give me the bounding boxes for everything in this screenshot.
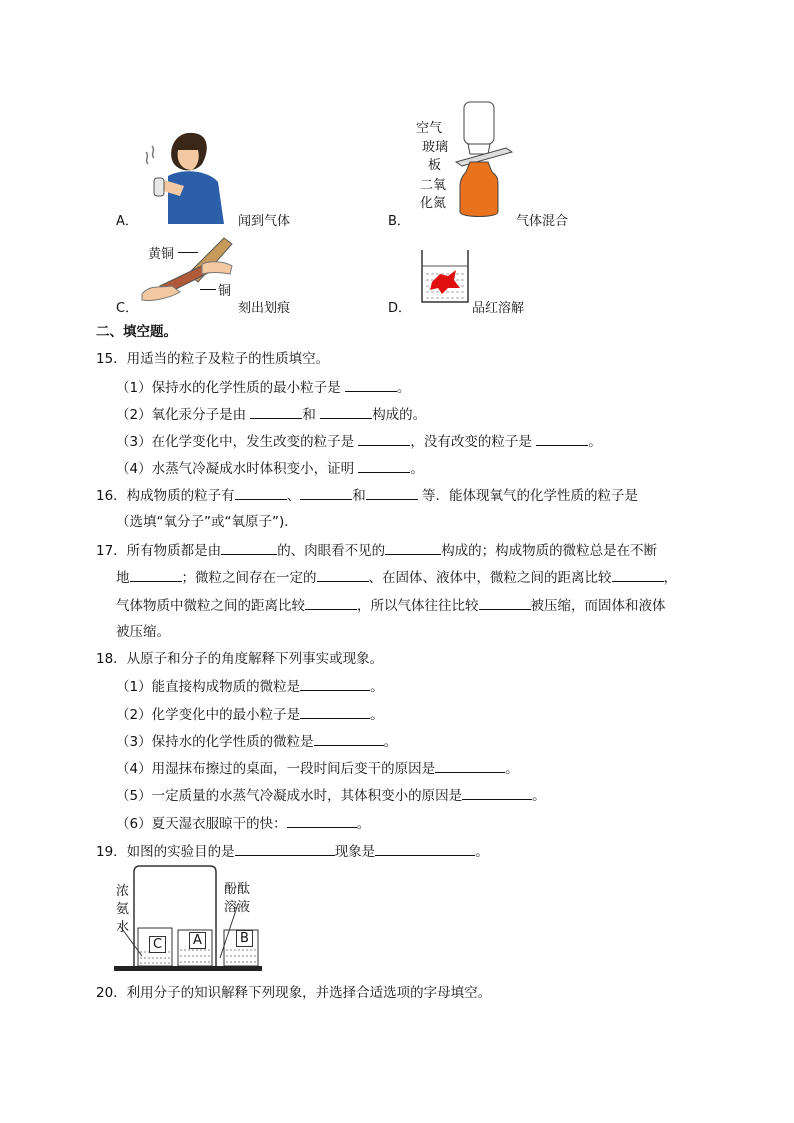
q17-line-3: 气体物质中微粒之间的距离比较 ，所以气体往往比较 被压缩，而固体和液体 bbox=[116, 595, 666, 616]
option-c-caption: 刻出划痕 bbox=[238, 301, 291, 316]
section-title: 二、填空题。 bbox=[96, 324, 177, 340]
q17-blank-5[interactable] bbox=[612, 567, 664, 582]
q15-item-1: （1）保持水的化学性质的最小粒子是 。 bbox=[116, 377, 410, 398]
q15-blank-2a[interactable] bbox=[250, 404, 302, 419]
q16-blank-1[interactable] bbox=[235, 485, 287, 500]
q19-beaker-c: C bbox=[149, 936, 166, 953]
q19-beaker-a: A bbox=[189, 932, 206, 949]
q16-blank-3[interactable] bbox=[366, 485, 418, 500]
q18-stem: 18．从原子和分子的角度解释下列事实或现象。 bbox=[96, 651, 384, 667]
q16-blank-2[interactable] bbox=[300, 485, 352, 500]
option-b-caption: 气体混合 bbox=[516, 214, 569, 229]
q17-blank-1[interactable] bbox=[221, 540, 277, 555]
q18-item-2: （2）化学变化中的最小粒子是 。 bbox=[116, 704, 384, 725]
option-b-label-no2-1: 二氧 bbox=[420, 178, 447, 193]
option-b-letter: B． bbox=[388, 214, 410, 229]
q17-blank-7[interactable] bbox=[479, 595, 531, 610]
option-c-pointer-copper bbox=[200, 289, 216, 290]
option-d-letter: D． bbox=[388, 301, 412, 316]
option-a-letter: A． bbox=[116, 214, 138, 229]
q15-stem: 15．用适当的粒子及粒子的性质填空。 bbox=[96, 351, 330, 367]
q17-blank-3[interactable] bbox=[130, 567, 182, 582]
q18-blank-4[interactable] bbox=[435, 758, 505, 773]
option-b-label-air: 空气 bbox=[416, 121, 443, 136]
q18-item-4: （4）用湿抹布擦过的桌面，一段时间后变干的原因是 。 bbox=[116, 758, 519, 779]
q15-item-3: （3）在化学变化中，发生改变的粒子是 ，没有改变的粒子是 。 bbox=[116, 431, 602, 452]
option-b-figure bbox=[452, 100, 522, 222]
q19-label-phenol-2: 溶液 bbox=[224, 900, 251, 915]
option-d-caption: 品红溶解 bbox=[472, 301, 525, 316]
q17-line-4: 被压缩。 bbox=[116, 624, 170, 640]
q16-line-2: （选填“氧分子”或“氧原子”)． bbox=[116, 514, 298, 530]
option-c-label-copper: 铜 bbox=[218, 284, 232, 299]
q18-item-1: （1）能直接构成物质的微粒是 。 bbox=[116, 676, 384, 697]
q19-label-ammonia-3: 水 bbox=[116, 920, 130, 935]
q15-item-4: （4）水蒸气冷凝成水时体积变小，证明 。 bbox=[116, 458, 424, 479]
q18-item-6: （6）夏天湿衣服晾干的快： 。 bbox=[116, 813, 370, 834]
option-b-label-glass2: 板 bbox=[428, 158, 442, 173]
q19-label-ammonia-1: 浓 bbox=[116, 884, 130, 899]
q18-item-3: （3）保持水的化学性质的微粒是 。 bbox=[116, 731, 397, 752]
q15-blank-2b[interactable] bbox=[320, 404, 372, 419]
option-a-figure bbox=[138, 128, 230, 224]
q18-item-5: （5）一定质量的水蒸气冷凝成水时，其体积变小的原因是 。 bbox=[116, 785, 546, 806]
q19-blank-1[interactable] bbox=[235, 841, 335, 856]
q15-blank-3a[interactable] bbox=[358, 431, 410, 446]
q17-line-1: 17．所有物质都是由 的、肉眼看不见的 构成的；构成物质的微粒总是在不断 bbox=[96, 540, 657, 561]
q17-blank-6[interactable] bbox=[305, 595, 357, 610]
q15-blank-1[interactable] bbox=[345, 377, 397, 392]
option-a-caption: 闻到气体 bbox=[238, 214, 291, 229]
option-c-letter: C． bbox=[116, 301, 139, 316]
q15-blank-4[interactable] bbox=[358, 458, 410, 473]
q19-line: 19．如图的实验目的是 现象是 。 bbox=[96, 841, 489, 862]
option-b-label-no2-2: 化氮 bbox=[420, 196, 447, 211]
q17-blank-4[interactable] bbox=[317, 567, 369, 582]
q19-beaker-b: B bbox=[236, 930, 253, 947]
q19-label-ammonia-2: 氨 bbox=[116, 902, 130, 917]
option-c-label-brass: 黄铜 bbox=[148, 247, 175, 262]
q20-stem: 20．利用分子的知识解释下列现象，并选择合适选项的字母填空。 bbox=[96, 985, 492, 1001]
q18-blank-3[interactable] bbox=[314, 731, 384, 746]
q18-blank-6[interactable] bbox=[287, 813, 357, 828]
q15-item-2: （2）氧化汞分子是由 和 构成的。 bbox=[116, 404, 426, 425]
q17-line-2: 地 ；微粒之间存在一定的 、在固体、液体中，微粒之间的距离比较 ， bbox=[116, 567, 677, 588]
option-b-label-glass1: 玻璃 bbox=[422, 140, 449, 155]
option-c-pointer-brass bbox=[178, 252, 198, 253]
q19-blank-2[interactable] bbox=[375, 841, 475, 856]
q18-blank-5[interactable] bbox=[462, 785, 532, 800]
q15-blank-3b[interactable] bbox=[536, 431, 588, 446]
q17-blank-2[interactable] bbox=[385, 540, 441, 555]
q18-blank-1[interactable] bbox=[300, 676, 370, 691]
option-d-figure bbox=[418, 248, 472, 306]
q18-blank-2[interactable] bbox=[300, 704, 370, 719]
q16-line-1: 16．构成物质的粒子有 、 和 等．能体现氧气的化学性质的粒子是 bbox=[96, 485, 638, 506]
q19-label-phenol-1: 酚酞 bbox=[224, 882, 251, 897]
